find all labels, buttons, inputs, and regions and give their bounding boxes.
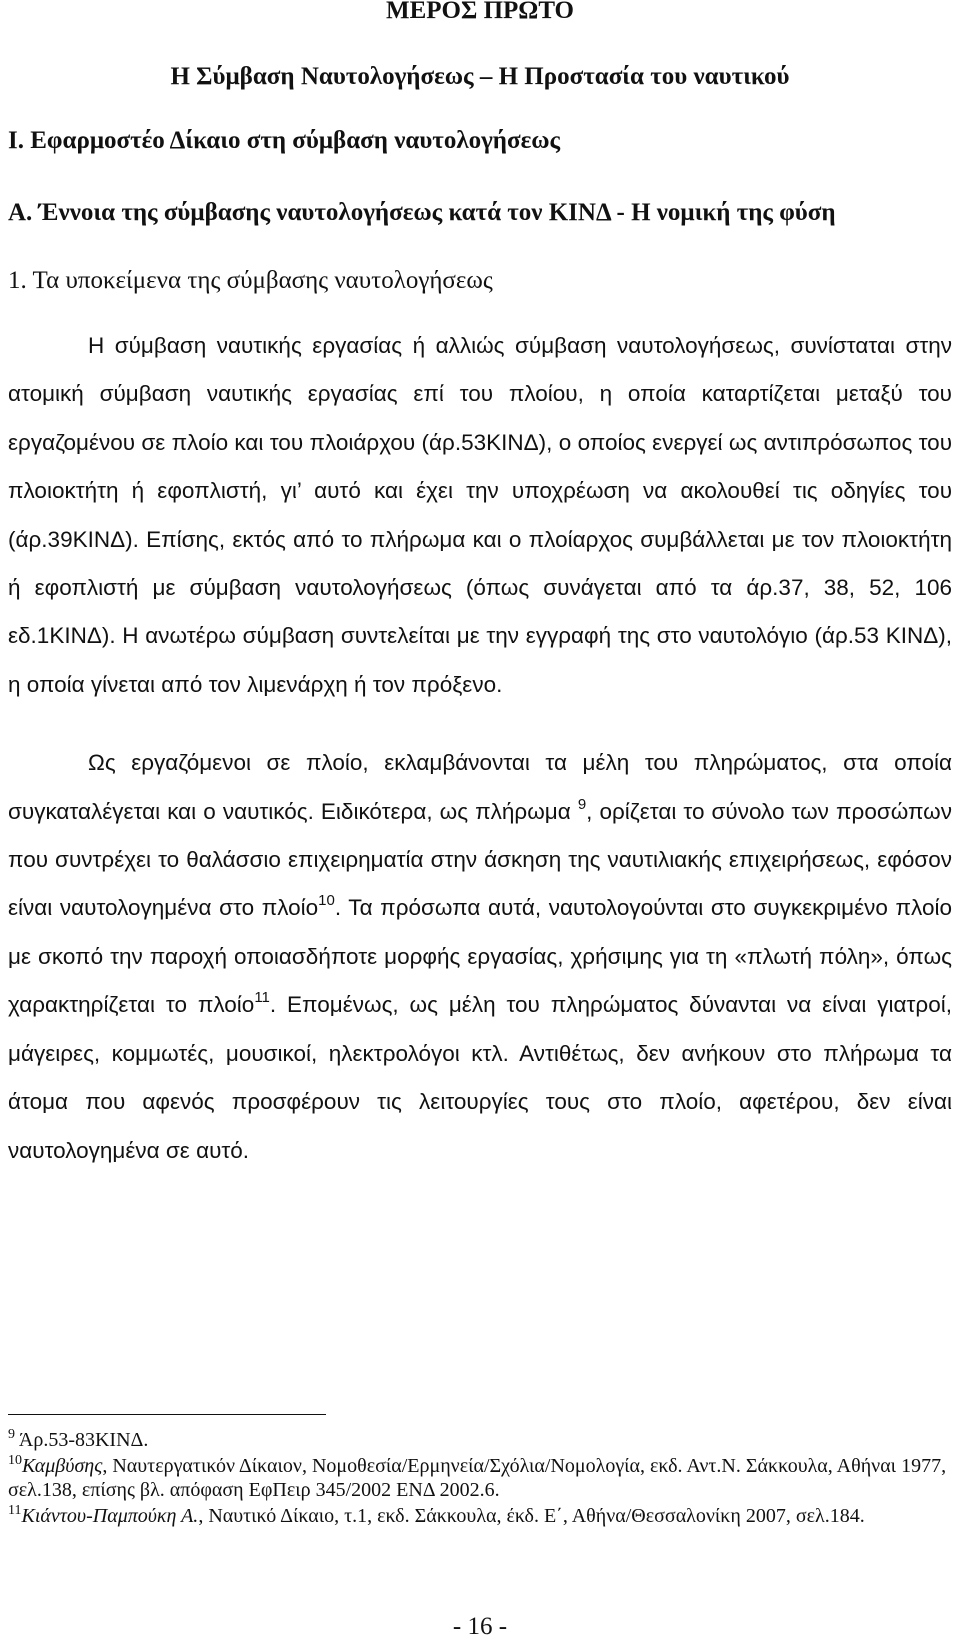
footnote-number: 9 [8,1427,15,1442]
page-number: - 16 - [452,1613,508,1640]
footnote-10 [8,1454,952,1502]
footnote-number: 10 [8,1453,22,1468]
paragraph-1: Η σύμβαση ναυτικής εργασίας ή αλλιώς σύμβαση ναυτολογήσεως, συνίσταται στην ατομική σύμβαση ναυτικής εργασίας επί του πλοίου, η οποία καταρτίζεται μεταξύ του εργαζομένου σε πλοίο και του πλοιάρχου (άρ.53ΚΙΝΔ), ο οποίος ενεργεί ως αντιπρόσωπος του πλοιοκτήτη ή εφοπλιστή, γι’ αυτό και έχει την υποχρέωση να ακολουθεί τις οδηγίες του (άρ.39ΚΙΝΔ). Επίσης, εκτός από το πλήρωμα και ο πλοίαρχος συμβάλλεται με τον πλοιοκτήτη ή εφοπλιστή με σύμβαση ναυτολογήσεως (όπως συνάγεται από τα άρ.37, 38, 52, 106 εδ.1ΚΙΝΔ). Η ανωτέρω σύμβαση συντελείται με την εγγραφή της στο ναυτολόγιο (άρ.53 ΚΙΝΔ), η οποία γίνεται από τον λιμενάρχη ή τον πρόξενο. [8,333,952,697]
paragraph-2-text: . Τα πρόσωπα αυτά, ναυτολογούνται στο συγκεκριμένο πλοίο με σκοπό την παροχή οποιασδήποτε μορφής εργασίας, χρήσιμης για τη «πλωτή πόλη», όπως χαρακτηρίζεται το πλοίο [8,895,952,1018]
footnote-9 [8,1428,952,1452]
footnote-number: 11 [8,1503,22,1518]
footnote-text: Άρ.53-83ΚΙΝΔ. [18,1429,149,1451]
footnote-ref-11: 11 [254,989,270,1007]
paragraph-2-text: , ορίζεται το σύνολο των προσώπων που συντρέχει το θαλάσσιο επιχειρηματία στην άσκηση της ναυτιλιακής επιχειρήσεως, εφόσον είναι ναυτολογημένα στο πλοίο [8,798,952,921]
paragraph-2-text: Ως εργαζόμενοι σε πλοίο, εκλαμβάνονται τα μέλη του πληρώματος, στα οποία συγκαταλέγεται και ο ναυτικός. Ειδικότερα, ως πλήρωμα [8,750,952,824]
subsection-heading-1: 1. Τα υποκείμενα της σύμβασης ναυτολογήσεως [8,267,493,294]
paragraph-2 [8,739,952,1175]
section-heading-A: Α. Έννοια της σύμβασης ναυτολογήσεως κατά τον ΚΙΝΔ - Η νομική της φύση [8,199,836,226]
footnote-text: , Ναυτικό Δίκαιο, τ.1, εκδ. Σάκκουλα, έκδ. Ε΄, Αθήνα/Θεσσαλονίκη 2007, σελ.184. [198,1505,865,1527]
chapter-title: Η Σύμβαση Ναυτολογήσεως – Η Προστασία του ναυτικού [170,63,790,90]
part-heading: ΜΕΡΟΣ ΠΡΩΤΟ [386,0,574,24]
footnote-author: Κιάντου-Παμπούκη Α. [21,1505,199,1527]
paragraph-2-text: . Επομένως, ως μέλη του πληρώματος δύνανται να είναι γιατροί, μάγειρες, κομμωτές, μουσικοί, ηλεκτρολόγοι κτλ. Αντιθέτως, δεν ανήκουν στο πλήρωμα τα άτομα που αφενός προσφέρουν τις λειτουργίες τους στο πλοίο, αφετέρου, δεν είναι ναυτολογημένα σε αυτό. [8,992,952,1163]
section-heading-I: Ι. Εφαρμοστέο Δίκαιο στη σύμβαση ναυτολογήσεως [8,127,561,154]
main-text [8,322,952,1175]
footnote-author: Καμβύσης [22,1455,103,1477]
footnote-ref-9: 9 [577,795,587,813]
footnote-text: , Ναυτεργατικόν Δίκαιον, Νομοθεσία/Ερμηνεία/Σχόλια/Νομολογία, εκδ. Αντ.Ν. Σάκκουλα, Αθήναι 1977, σελ.138, επίσης βλ. απόφαση ΕφΠειρ 345/2002 ΕΝΔ 2002.6. [8,1455,947,1501]
footnotes [8,1428,952,1530]
footnote-ref-10: 10 [318,892,335,910]
footnote-11 [8,1504,952,1528]
footnote-divider [8,1414,326,1415]
